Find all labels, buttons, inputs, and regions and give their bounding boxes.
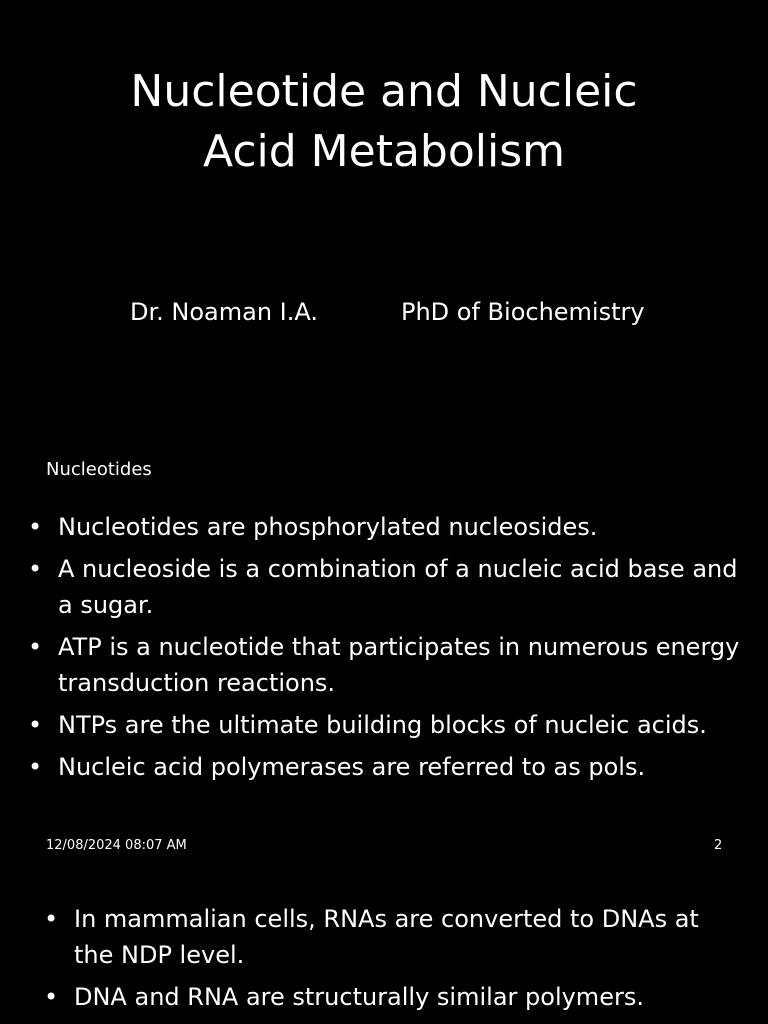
bullet-item: • NTPs are the ultimate building blocks of nucleic acids. (28, 707, 748, 743)
bullet-item: • ATP is a nucleotide that participates in numerous energy transduction reactions. (28, 629, 748, 701)
bullet-item: • Nucleic acid polymerases are referred to as pols. (28, 749, 748, 785)
page-number: 2 (714, 838, 723, 853)
slide-title (0, 62, 768, 182)
bullet-item: • Nucleotides are phosphorylated nucleosides. (28, 509, 748, 545)
bullet-item: • DNA and RNA are structurally similar polymers. (44, 979, 744, 1015)
slide-title-line-2: Acid Metabolism (203, 126, 565, 177)
bullet-list-nucleotides (28, 509, 748, 791)
section-label: Nucleotides (46, 459, 152, 480)
bullet-list-rna-dna (44, 901, 744, 1021)
slide-title-line-1: Nucleotide and Nucleic (130, 66, 638, 117)
author-degree: PhD of Biochemistry (401, 298, 645, 326)
bullet-item: • A nucleoside is a combination of a nucleic acid base and a sugar. (28, 551, 748, 623)
bullet-item: • In mammalian cells, RNAs are converted to DNAs at the NDP level. (44, 901, 744, 973)
author-name: Dr. Noaman I.A. (130, 298, 319, 326)
footer-date: 12/08/2024 08:07 AM (46, 838, 187, 853)
